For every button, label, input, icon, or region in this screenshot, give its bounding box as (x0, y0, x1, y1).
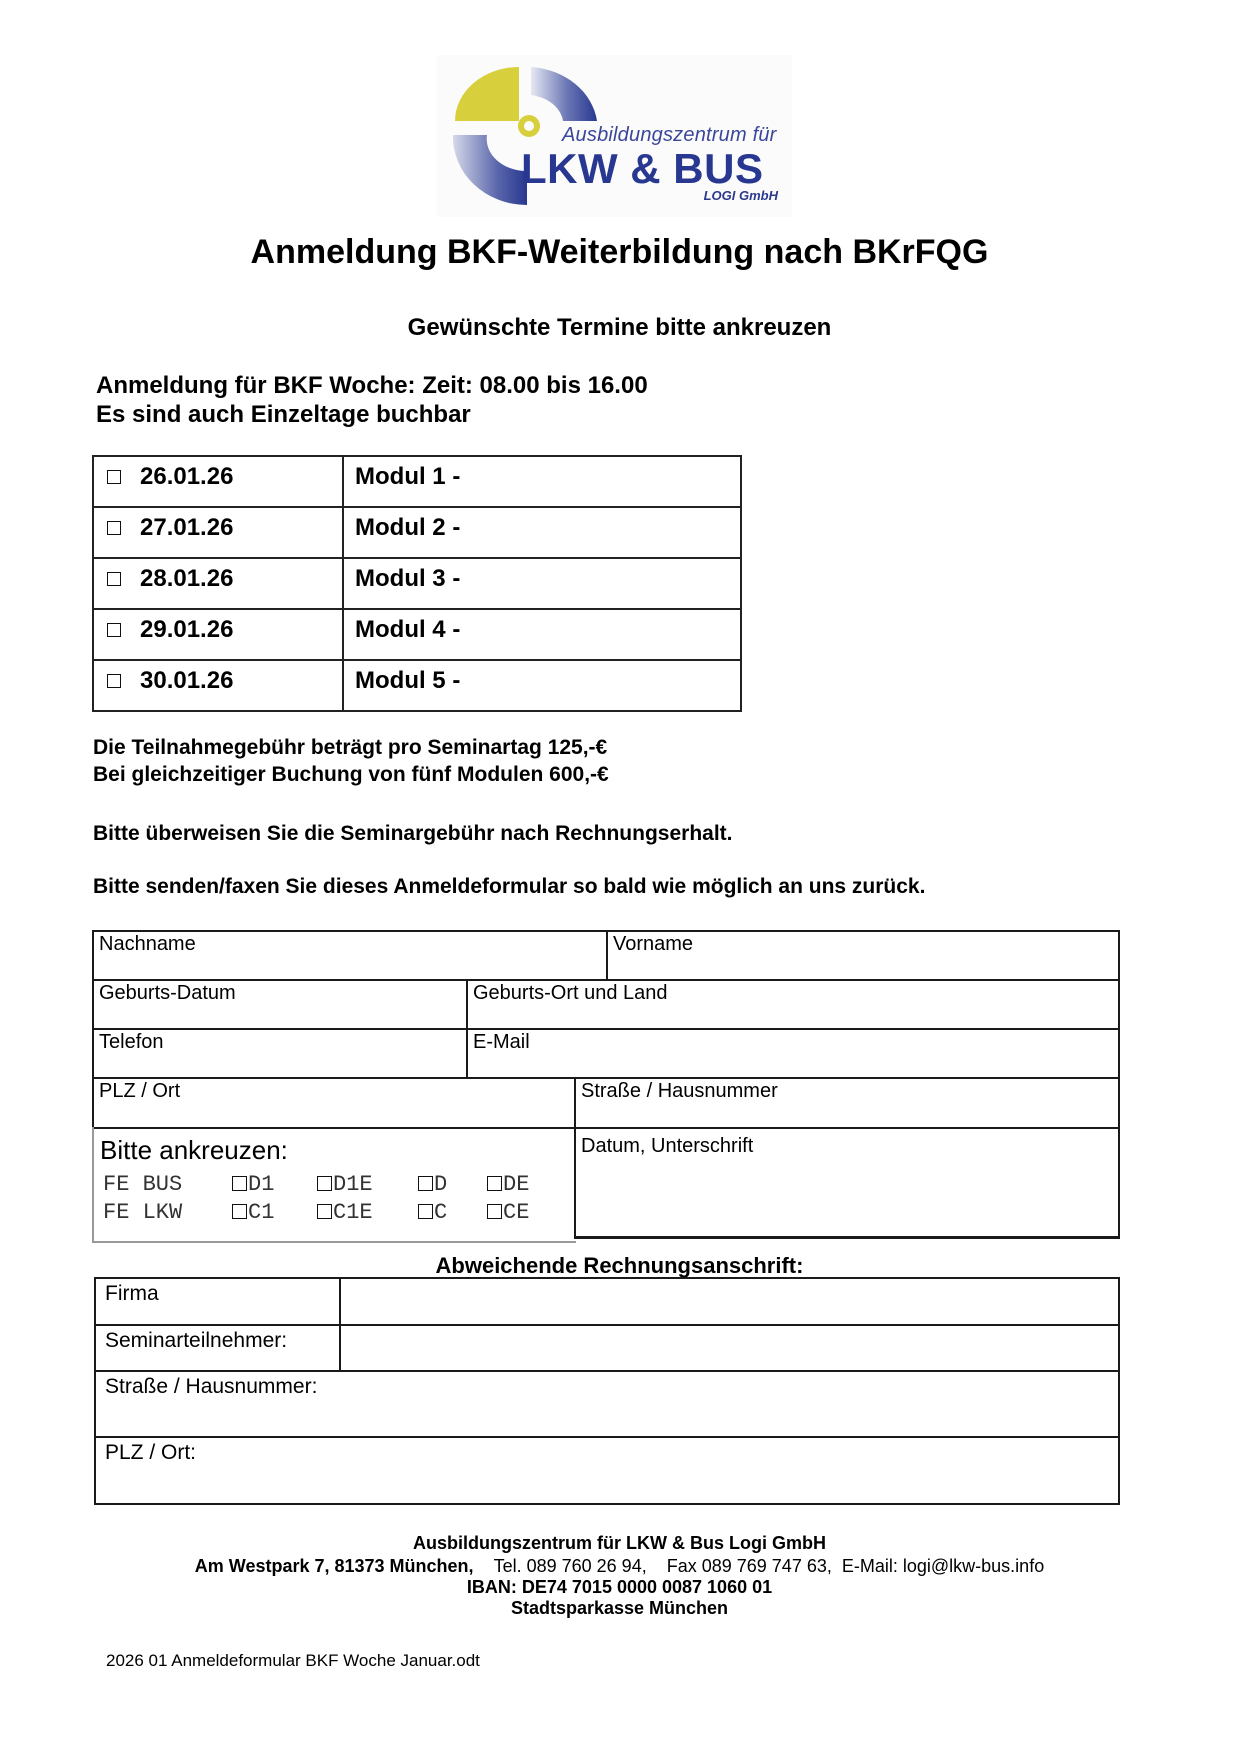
checkbox-icon[interactable] (418, 1176, 433, 1191)
ankreuzen-label: Bitte ankreuzen: (100, 1135, 288, 1165)
intro-line-1: Anmeldung für BKF Woche: Zeit: 08.00 bis 16.00 (96, 372, 648, 399)
footer-company: Ausbildungszentrum für LKW & Bus Logi GmbH (413, 1533, 826, 1553)
footer-tel: Tel. 089 760 26 94, (493, 1556, 647, 1576)
geburtsdatum-label: Geburts-Datum (99, 982, 236, 1004)
module-label: Modul 3 - (355, 565, 461, 592)
footer-fax: Fax 089 769 747 63, (666, 1556, 832, 1576)
footer-iban: IBAN: DE74 7015 0000 0087 1060 01 (466, 1577, 773, 1597)
fee-info (93, 734, 609, 788)
module-label: Modul 1 - (355, 463, 461, 490)
option-c[interactable]: C (418, 1200, 447, 1225)
module-date: 27.01.26 (140, 514, 234, 541)
checkbox-icon[interactable] (317, 1176, 332, 1191)
intro-text (96, 371, 648, 429)
module-label: Modul 2 - (355, 514, 461, 541)
option-d1[interactable]: D1 (232, 1172, 274, 1197)
telefon-label: Telefon (99, 1031, 164, 1053)
email-label: E-Mail (473, 1031, 530, 1053)
fe-lkw-label: FE LKW (103, 1200, 183, 1225)
module-date: 29.01.26 (140, 616, 234, 643)
module-date: 26.01.26 (140, 463, 234, 490)
footer-bank: Stadtsparkasse München (510, 1598, 729, 1618)
billing-strasse-label: Straße / Hausnummer: (105, 1375, 318, 1398)
signature-label: Datum, Unterschrift (581, 1135, 754, 1157)
page-title: Anmeldung BKF-Weiterbildung nach BKrFQG (250, 233, 989, 271)
logo-company-suffix: LOGI GmbH (703, 188, 778, 203)
table-row (93, 456, 741, 507)
logo-wordmark: LKW & BUS (521, 145, 764, 192)
checkbox-module-1[interactable] (107, 470, 121, 484)
return-note: Bitte senden/faxen Sie dieses Anmeldeformular so bald wie möglich an uns zurück. (93, 875, 926, 898)
checkbox-module-2[interactable] (107, 521, 121, 535)
firma-label-cell (94, 1277, 339, 1324)
checkbox-icon[interactable] (487, 1204, 502, 1219)
billing-plz-ort-field[interactable] (94, 1436, 1120, 1504)
geburtsdatum-field[interactable] (92, 979, 466, 1028)
seminarteilnehmer-label: Seminarteilnehmer: (105, 1329, 288, 1352)
license-class-selector (92, 1127, 574, 1241)
firma-input[interactable] (339, 1277, 1120, 1324)
module-date: 30.01.26 (140, 667, 234, 694)
checkbox-module-3[interactable] (107, 572, 121, 586)
option-c1[interactable]: C1 (232, 1200, 274, 1225)
geburtsort-label: Geburts-Ort und Land (473, 982, 668, 1004)
checkbox-icon[interactable] (232, 1204, 247, 1219)
checkbox-icon[interactable] (487, 1176, 502, 1191)
table-row (93, 507, 741, 558)
payment-note: Bitte überweisen Sie die Seminargebühr nach Rechnungserhalt. (93, 822, 733, 845)
table-row (93, 609, 741, 660)
module-label: Modul 4 - (355, 616, 461, 643)
checkbox-icon[interactable] (317, 1204, 332, 1219)
option-ce[interactable]: CE (487, 1200, 529, 1225)
plz-ort-label: PLZ / Ort (99, 1080, 181, 1102)
strasse-field[interactable] (574, 1077, 1120, 1127)
firma-label: Firma (105, 1282, 159, 1305)
billing-strasse-field[interactable] (94, 1370, 1120, 1436)
option-c1e[interactable]: C1E (317, 1200, 373, 1225)
nachname-field[interactable] (92, 930, 606, 979)
option-de[interactable]: DE (487, 1172, 529, 1197)
company-logo (437, 55, 792, 217)
checkbox-module-4[interactable] (107, 623, 121, 637)
table-row (93, 660, 741, 711)
vorname-field[interactable] (606, 930, 1120, 979)
telefon-field[interactable] (92, 1028, 466, 1077)
billing-section-title: Abweichende Rechnungsanschrift: (435, 1253, 804, 1278)
plz-ort-field[interactable] (92, 1077, 574, 1127)
module-label: Modul 5 - (355, 667, 461, 694)
document-filename: 2026 01 Anmeldeformular BKF Woche Januar.odt (106, 1651, 480, 1670)
fee-per-day: Die Teilnahmegebühr beträgt pro Seminartag 125,-€ (93, 736, 608, 759)
email-field[interactable] (466, 1028, 1120, 1077)
page-subtitle: Gewünschte Termine bitte ankreuzen (407, 314, 832, 341)
fee-five-modules: Bei gleichzeitiger Buchung von fünf Modulen 600,-€ (93, 763, 609, 786)
seminarteilnehmer-label-cell (94, 1324, 339, 1370)
option-d1e[interactable]: D1E (317, 1172, 373, 1197)
logo-tagline: Ausbildungszentrum für (562, 124, 777, 146)
footer-email[interactable]: E-Mail: logi@lkw-bus.info (841, 1556, 1045, 1576)
module-date: 28.01.26 (140, 565, 234, 592)
checkbox-module-5[interactable] (107, 674, 121, 688)
checkbox-icon[interactable] (418, 1204, 433, 1219)
vorname-label: Vorname (613, 933, 694, 955)
signature-field[interactable] (574, 1127, 1120, 1237)
strasse-label: Straße / Hausnummer (581, 1080, 778, 1102)
seminarteilnehmer-input[interactable] (339, 1324, 1120, 1370)
checkbox-icon[interactable] (232, 1176, 247, 1191)
nachname-label: Nachname (99, 933, 196, 955)
geburtsort-field[interactable] (466, 979, 1120, 1028)
billing-plz-ort-label: PLZ / Ort: (105, 1441, 197, 1464)
module-date-table (92, 455, 742, 712)
option-d[interactable]: D (418, 1172, 447, 1197)
fe-bus-label: FE BUS (103, 1172, 183, 1197)
footer-contact (0, 1556, 1239, 1576)
table-row (93, 558, 741, 609)
footer-address: Am Westpark 7, 81373 München, (194, 1556, 474, 1576)
intro-line-2: Es sind auch Einzeltage buchbar (96, 401, 471, 428)
